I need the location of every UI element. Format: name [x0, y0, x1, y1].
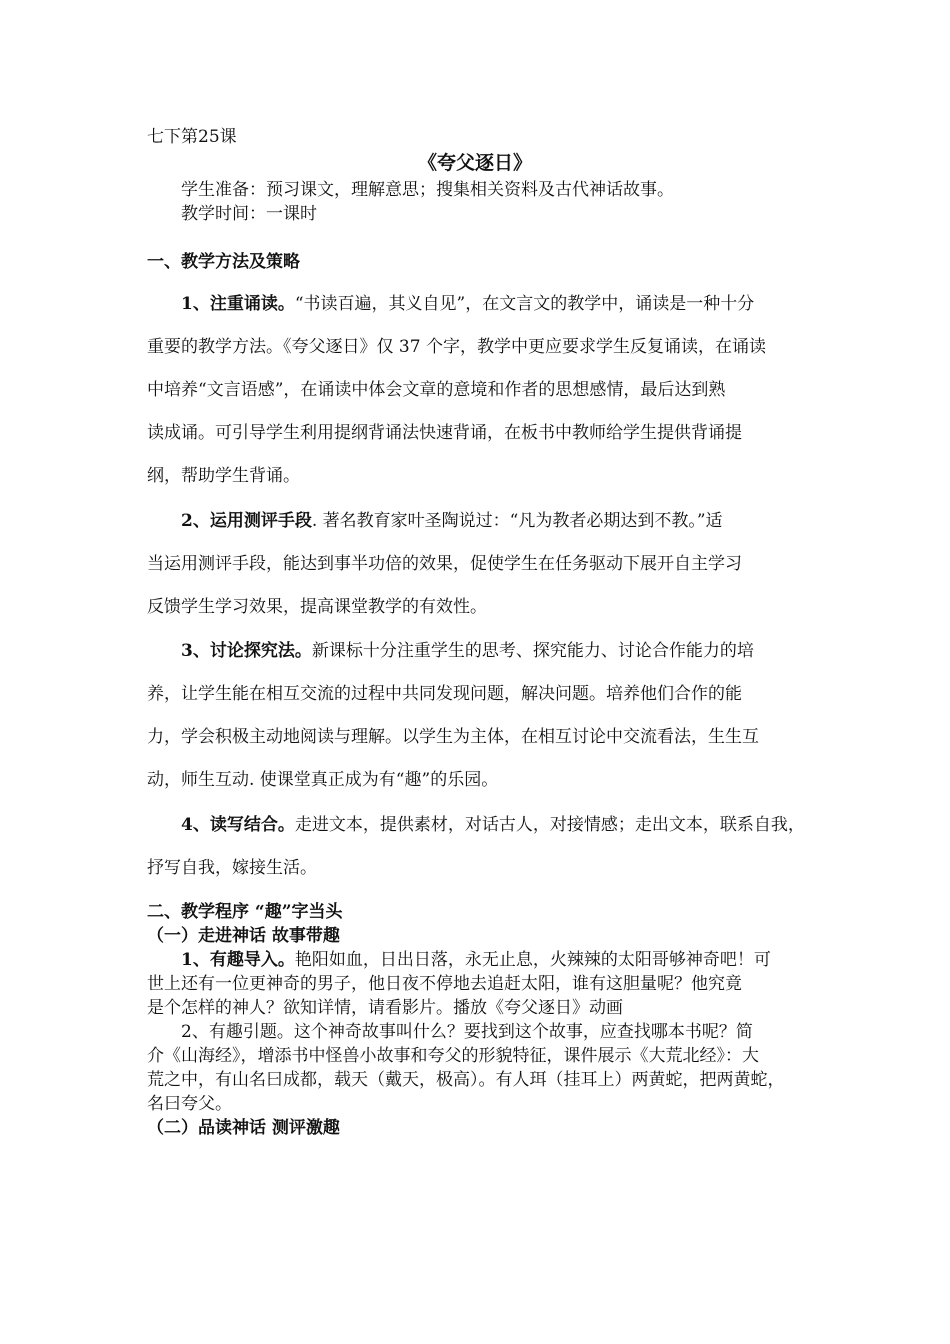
procedure-1-line: 世上还有一位更神奇的男子，他日夜不停地去追赶太阳，谁有这胆量呢？他究竟	[147, 974, 742, 994]
method-4-lead: 4、读写结合。	[181, 815, 295, 835]
method-3-line: 新课标十分注重学生的思考、探究能力、讨论合作能力的培	[311, 641, 754, 661]
method-1-line: 读成诵。可引导学生利用提纲背诵法快速背诵，在板书中教师给学生提供背诵提	[147, 423, 742, 443]
method-3-line: 动，师生互动. 使课堂真正成为有“趣”的乐园。	[147, 770, 499, 790]
method-2-line: 反馈学生学习效果，提高课堂教学的有效性。	[147, 597, 487, 617]
procedure-2-line: 名曰夸父。	[147, 1094, 232, 1114]
method-paragraph-2	[147, 500, 817, 629]
procedure-paragraph-1	[147, 948, 817, 1020]
method-4-line: 走进文本，提供素材，对话古人，对接情感；走出文本，联系自我，	[294, 815, 805, 835]
procedure-paragraph-2	[147, 1020, 817, 1116]
method-1-line: 中培养“文言语感”，在诵读中体会文章的意境和作者的思想感情，最后达到熟	[147, 380, 726, 400]
method-paragraph-3	[147, 630, 817, 802]
method-4-line: 抒写自我，嫁接生活。	[147, 858, 317, 878]
teaching-time: 教学时间：一课时	[181, 204, 317, 224]
method-1-line: 重要的教学方法。《夸父逐日》仅 37 个字，教学中更应要求学生反复诵读，在诵读	[147, 337, 766, 357]
student-prep: 学生准备：预习课文，理解意思；搜集相关资料及古代神话故事。	[181, 180, 674, 200]
method-2-line: 当运用测评手段，能达到事半功倍的效果，促使学生在任务驱动下展开自主学习	[147, 554, 742, 574]
method-3-lead: 3、讨论探究法。	[181, 641, 312, 661]
subsection-heading-2: （二）品读神话 测评激趣	[147, 1118, 340, 1138]
course-tag: 七下第25课	[147, 127, 237, 147]
method-paragraph-1	[147, 283, 817, 498]
method-2-line: . 著名教育家叶圣陶说过：“凡为教者必期达到不教。”适	[311, 511, 723, 531]
method-2-lead: 2、运用测评手段	[181, 511, 312, 531]
section-heading-procedure: 二、教学程序 “趣”字当头	[147, 902, 343, 922]
method-3-line: 养，让学生能在相互交流的过程中共同发现问题，解决问题。培养他们合作的能	[147, 684, 742, 704]
method-1-line: “书读百遍，其义自见”，在文言文的教学中，诵读是一种十分	[294, 294, 755, 314]
section-heading-methods: 一、教学方法及策略	[147, 252, 300, 272]
procedure-2-line: 介《山海经》，增添书中怪兽小故事和夸父的形貌特征，课件展示《大荒北经》：大	[147, 1046, 759, 1066]
page-title: 《夸父逐日》	[417, 152, 532, 174]
procedure-2-line: 2、有趣引题。这个神奇故事叫什么？要找到这个故事，应查找哪本书呢？简	[181, 1022, 753, 1042]
procedure-1-lead: 1、有趣导入。	[181, 950, 295, 970]
subsection-heading-1: （一）走进神话 故事带趣	[147, 926, 340, 946]
method-3-line: 力，学会积极主动地阅读与理解。以学生为主体，在相互讨论中交流看法，生生互	[147, 727, 759, 747]
procedure-2-line: 荒之中，有山名曰成都，载天（戴天，极高）。有人珥（挂耳上）两黄蛇，把两黄蛇，	[147, 1070, 785, 1090]
method-1-line: 纲，帮助学生背诵。	[147, 466, 300, 486]
method-1-lead: 1、注重诵读。	[181, 294, 295, 314]
procedure-1-line: 艳阳如血，日出日落，永无止息，火辣辣的太阳哥够神奇吧！可	[294, 950, 771, 970]
method-paragraph-4	[147, 804, 817, 890]
procedure-1-line: 是个怎样的神人？欲知详情，请看影片。播放《夸父逐日》动画	[147, 998, 623, 1018]
